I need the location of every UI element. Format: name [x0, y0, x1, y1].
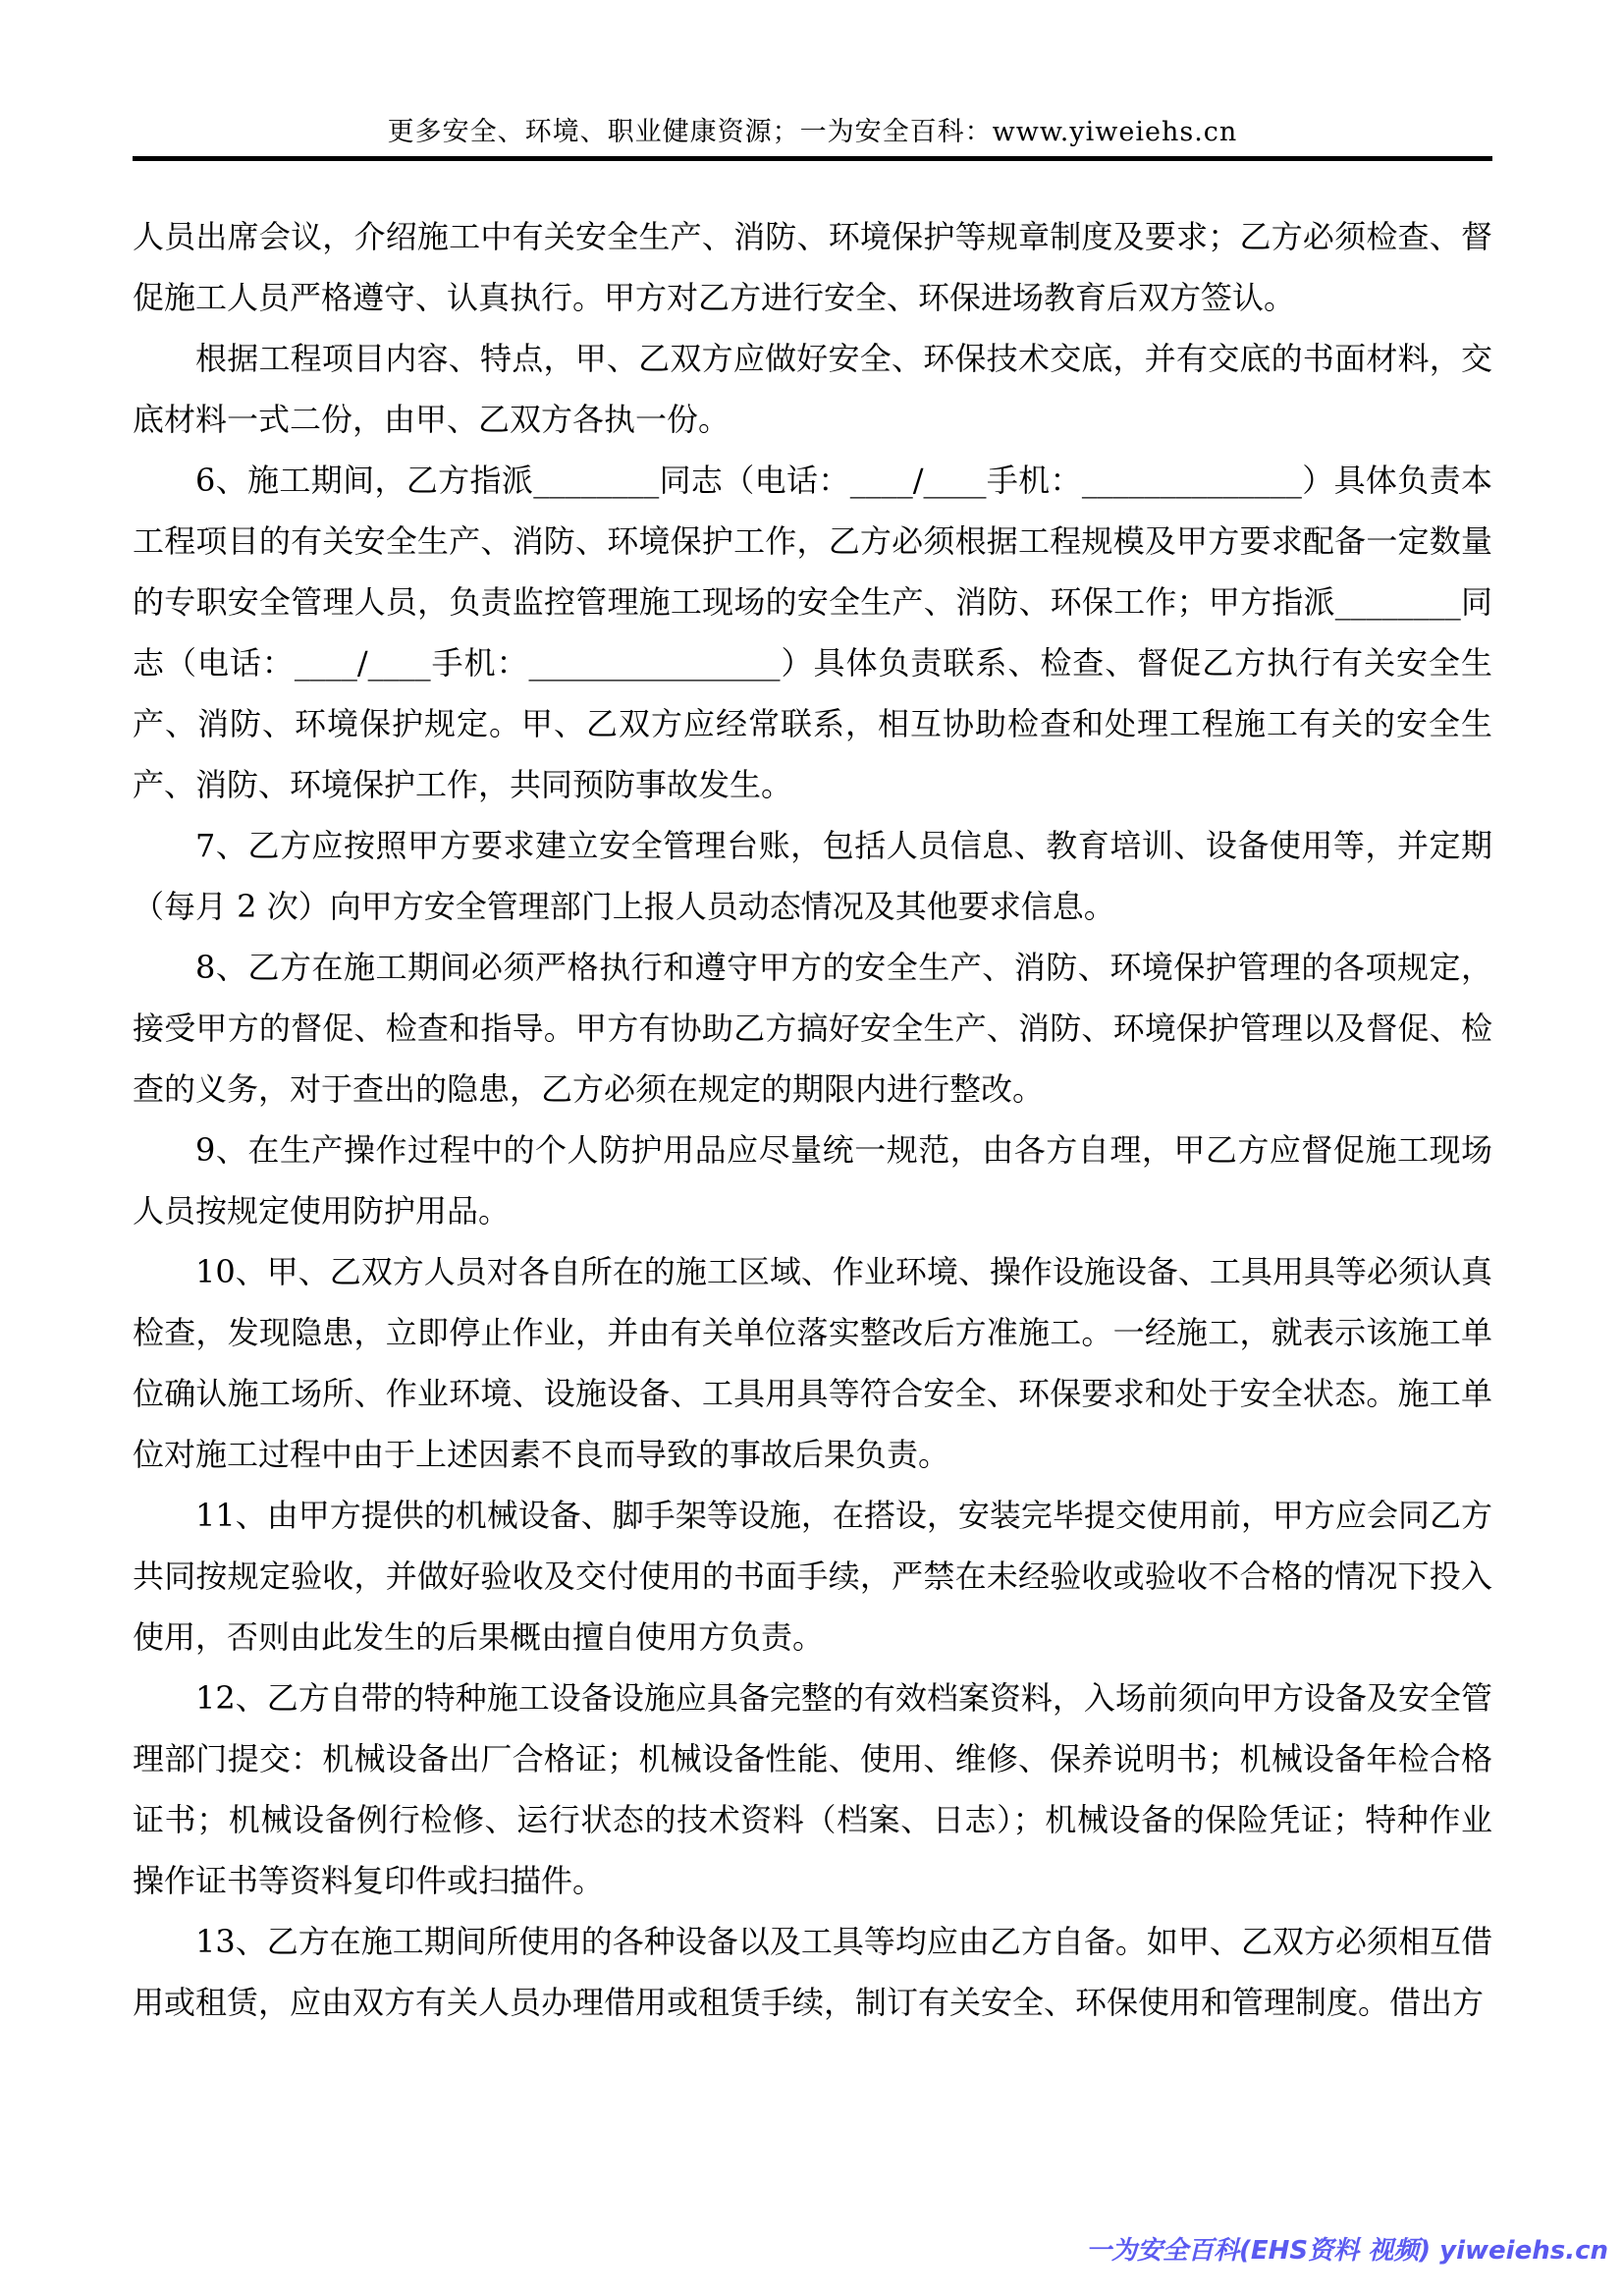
footer-site-link[interactable]: 一为安全百科(EHS资料 视频) yiweiehs.cn	[1086, 2236, 1608, 2266]
page-header	[133, 0, 1492, 161]
paragraph: 7、乙方应按照甲方要求建立安全管理台账，包括人员信息、教育培训、设备使用等，并定期（每月 2 次）向甲方安全管理部门上报人员动态情况及其他要求信息。	[133, 827, 1492, 925]
paragraph: 人员出席会议，介绍施工中有关安全生产、消防、环境保护等规章制度及要求；乙方必须检查、督促施工人员严格遵守、认真执行。甲方对乙方进行安全、环保进场教育后双方签认。	[133, 218, 1492, 316]
paragraph: 11、由甲方提供的机械设备、脚手架等设施，在搭设，安装完毕提交使用前，甲方应会同乙方共同按规定验收，并做好验收及交付使用的书面手续，严禁在未经验收或验收不合格的情况下投入使用，否则由此发生的后果概由擅自使用方负责。	[133, 1497, 1492, 1656]
paragraph: 13、乙方在施工期间所使用的各种设备以及工具等均应由乙方自备。如甲、乙双方必须相互借用或租赁，应由双方有关人员办理借用或租赁手续，制订有关安全、环保使用和管理制度。借出方	[133, 1923, 1492, 2021]
page-footer	[1086, 2230, 1608, 2267]
paragraph: 8、乙方在施工期间必须严格执行和遵守甲方的安全生产、消防、环境保护管理的各项规定，接受甲方的督促、检查和指导。甲方有协助乙方搞好安全生产、消防、环境保护管理以及督促、检查的义务，对于查出的隐患，乙方必须在规定的期限内进行整改。	[133, 949, 1492, 1108]
paragraph: 根据工程项目内容、特点，甲、乙双方应做好安全、环保技术交底，并有交底的书面材料，交底材料一式二份，由甲、乙双方各执一份。	[133, 340, 1492, 438]
paragraph: 9、在生产操作过程中的个人防护用品应尽量统一规范，由各方自理，甲乙方应督促施工现场人员按规定使用防护用品。	[133, 1131, 1492, 1230]
paragraph: 10、甲、乙双方人员对各自所在的施工区域、作业环境、操作设施设备、工具用具等必须认真检查，发现隐患，立即停止作业，并由有关单位落实整改后方准施工。一经施工，就表示该施工单位确认施工场所、作业环境、设施设备、工具用具等符合安全、环保要求和处于安全状态。施工单位对施工过程中由于上述因素不良而导致的事故后果负责。	[133, 1253, 1492, 1473]
paragraph: 6、施工期间，乙方指派________同志（电话：____/____手机：______________）具体负责本工程项目的有关安全生产、消防、环境保护工作，乙方必须根据工程规模及甲方要求配备一定数量的专职安全管理人员，负责监控管理施工现场的安全生产、消防、环保工作；甲方指派________同志（电话：____/____手机：________________）具体负责联系、检查、督促乙方执行有关安全生产、消防、环境保护规定。甲、乙双方应经常联系，相互协助检查和处理工程施工有关的安全生产、消防、环境保护工作，共同预防事故发生。	[133, 462, 1492, 803]
header-rule	[133, 156, 1492, 161]
paragraph: 12、乙方自带的特种施工设备设施应具备完整的有效档案资料，入场前须向甲方设备及安全管理部门提交：机械设备出厂合格证；机械设备性能、使用、维修、保养说明书；机械设备年检合格证书；机械设备例行检修、运行状态的技术资料（档案、日志）；机械设备的保险凭证；特种作业操作证书等资料复印件或扫描件。	[133, 1679, 1492, 1899]
document-body	[133, 206, 1492, 2033]
header-site-note: 更多安全、环境、职业健康资源；一为安全百科：www.yiweiehs.cn	[387, 117, 1238, 147]
